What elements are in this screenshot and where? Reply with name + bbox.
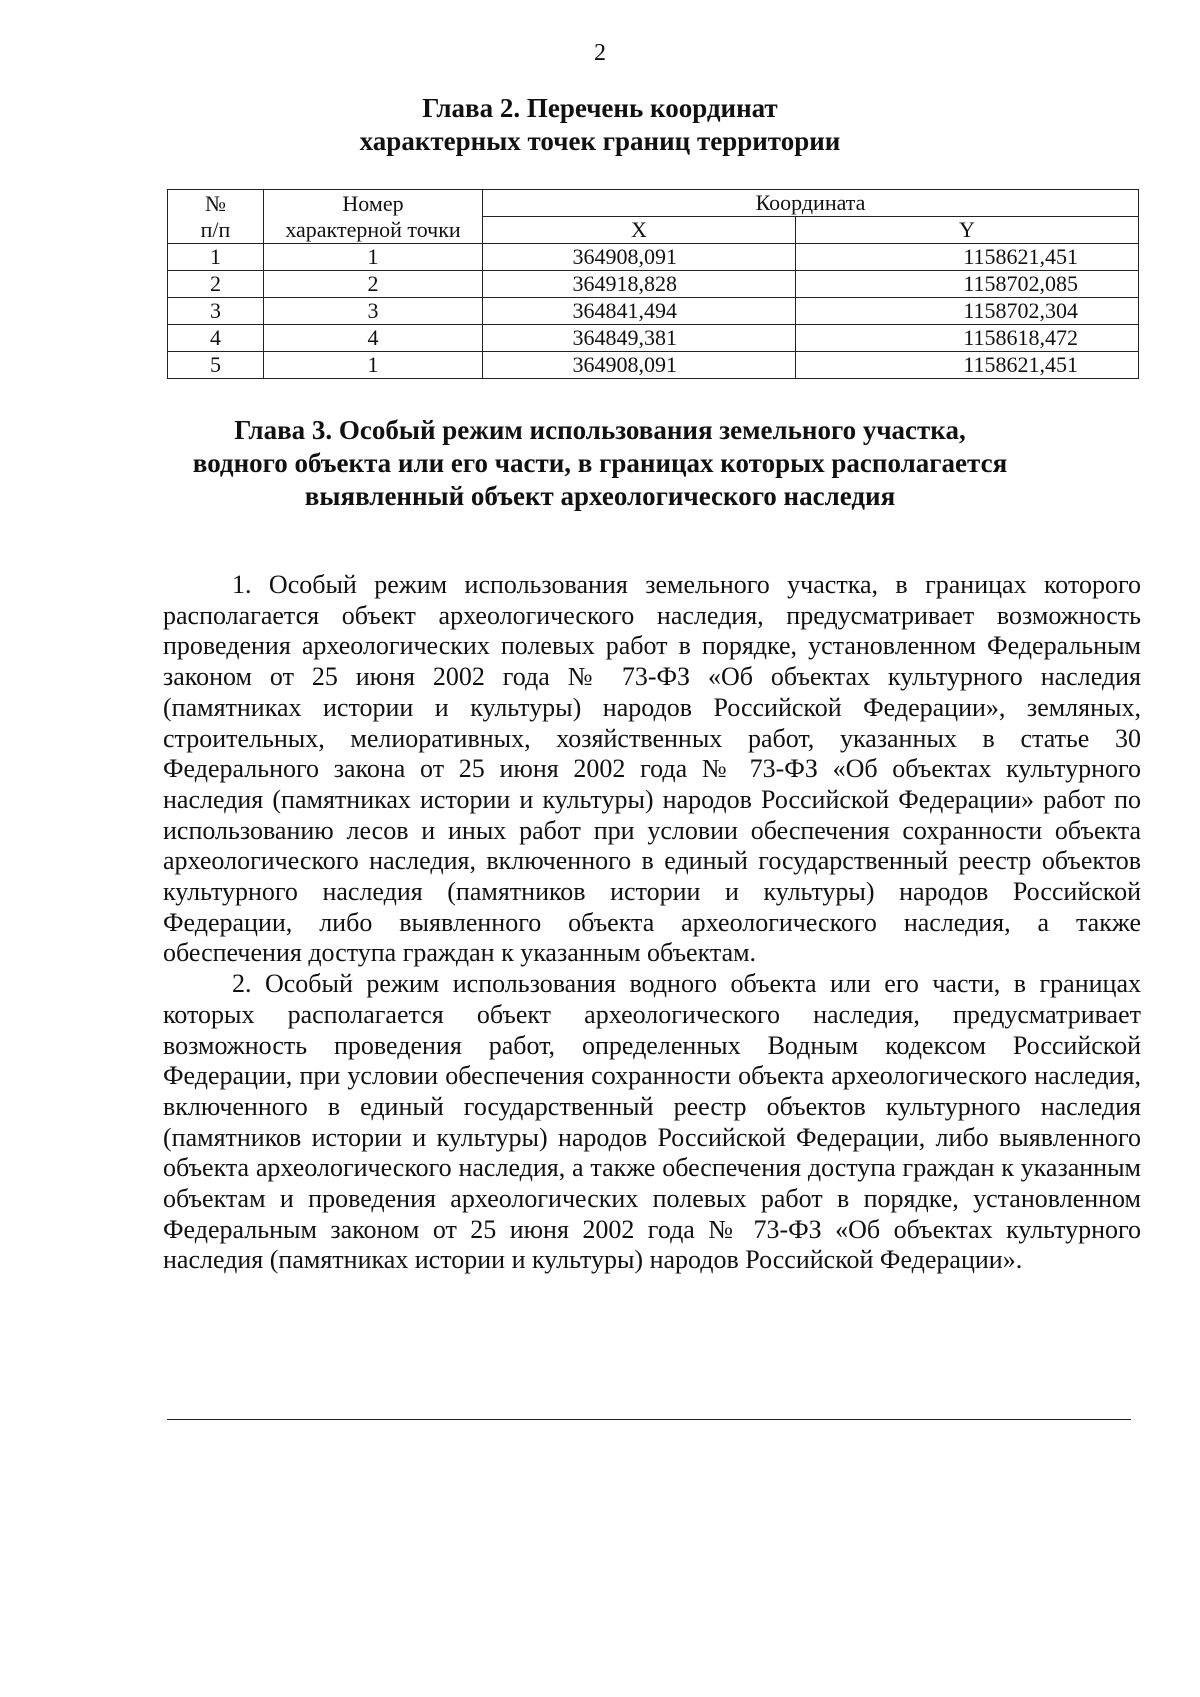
chapter3-title-line: выявленный объект археологического наследия: [304, 481, 896, 511]
header-num: [168, 190, 264, 244]
cell-num: 5: [168, 352, 264, 379]
cell-x: 364908,091: [483, 244, 796, 271]
table-row: [168, 325, 1139, 352]
table-row: [168, 244, 1139, 271]
page-number: 2: [594, 40, 606, 66]
cell-y: 1158621,451: [796, 352, 1139, 379]
header-num-line: п/п: [200, 216, 231, 242]
cell-num: 4: [168, 325, 264, 352]
coordinates-table: [167, 189, 1139, 379]
cell-x: 364918,828: [483, 271, 796, 298]
table-row: [168, 298, 1139, 325]
header-point-line: характерной точки: [285, 216, 461, 242]
header-num-line: №: [205, 190, 226, 216]
cell-point: 3: [264, 298, 483, 325]
cell-x: 364841,494: [483, 298, 796, 325]
paragraph-1: 1. Особый режим использования земельного участка, в границах которого располагается объект археологического наследия, предусматривает возможность проведения археологических полевых работ в порядке, установленном Федеральным законом от 25 июня 2002 года № 73-ФЗ «Об объектах культурного наследия (памятниках истории и культуры) народов Российской Федерации», земляных, строительных, мелиоративных, хозяйственных работ, указанных в статье 30 Федерального закона от 25 июня 2002 года № 73-ФЗ «Об объектах культурного наследия (памятниках истории и культуры) народов Российской Федерации» работ по использованию лесов и иных работ при условии обеспечения сохранности объекта археологического наследия, включенного в единый государственный реестр объектов культурного наследия (памятников истории и культуры) народов Российской Федерации, либо выявленного объекта археологического наследия, а также обеспечения доступа граждан к указанным объектам.: [163, 570, 1141, 968]
chapter3-title-line: Глава 3. Особый режим использования земельного участка,: [234, 415, 966, 445]
header-coordinate: Координата: [483, 190, 1139, 217]
cell-y: 1158702,304: [796, 298, 1139, 325]
header-point-line: Номер: [342, 190, 404, 216]
table-header-row: [168, 190, 1139, 217]
cell-point: 1: [264, 244, 483, 271]
header-point: [264, 190, 483, 244]
cell-point: 2: [264, 271, 483, 298]
chapter3-heading: [150, 414, 1050, 513]
cell-y: 1158621,451: [796, 244, 1139, 271]
cell-point: 1: [264, 352, 483, 379]
cell-num: 2: [168, 271, 264, 298]
cell-num: 3: [168, 298, 264, 325]
chapter2-heading: [150, 92, 1050, 158]
cell-num: 1: [168, 244, 264, 271]
cell-x: 364849,381: [483, 325, 796, 352]
header-x: X: [483, 217, 796, 244]
chapter2-title-line: характерных точек границ территории: [359, 126, 841, 156]
paragraph-2: 2. Особый режим использования водного объекта или его части, в границах которых располагается объект археологического наследия, предусматривает возможность проведения работ, определенных Водным кодексом Российской Федерации, при условии обеспечения сохранности объекта археологического наследия, включенного в единый государственный реестр объектов культурного наследия (памятников истории и культуры) народов Российской Федерации, либо выявленного объекта археологического наследия, а также обеспечения доступа граждан к указанным объектам и проведения археологических полевых работ в порядке, установленном Федеральным законом от 25 июня 2002 года № 73-ФЗ «Об объектах культурного наследия (памятниках истории и культуры) народов Российской Федерации».: [163, 969, 1141, 1275]
cell-x: 364908,091: [483, 352, 796, 379]
body-text: [163, 570, 1141, 1276]
cell-point: 4: [264, 325, 483, 352]
cell-y: 1158618,472: [796, 325, 1139, 352]
cell-y: 1158702,085: [796, 271, 1139, 298]
chapter2-title-line: Глава 2. Перечень координат: [422, 93, 778, 123]
table-row: [168, 271, 1139, 298]
end-divider: [167, 1419, 1131, 1420]
table-row: [168, 352, 1139, 379]
header-y: Y: [796, 217, 1139, 244]
chapter3-title-line: водного объекта или его части, в границах которых располагается: [192, 448, 1008, 478]
